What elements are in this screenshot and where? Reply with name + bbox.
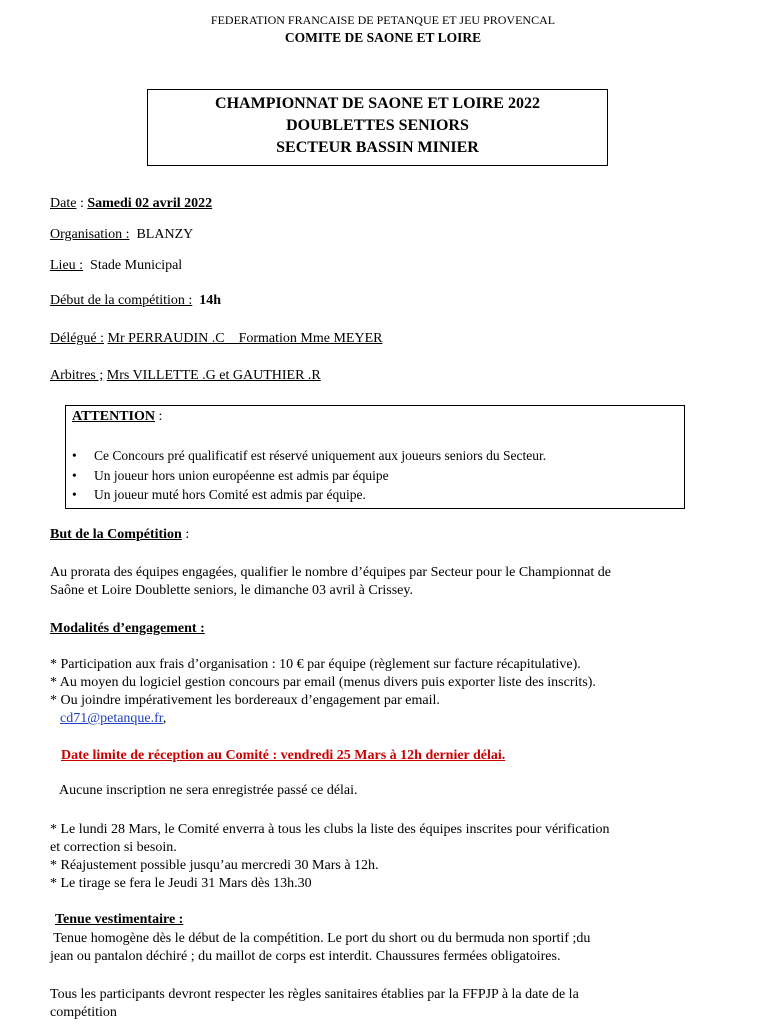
attention-bullet: • Ce Concours pré qualificatif est réservé uniquement aux joueurs seniors du Secteur. xyxy=(72,448,547,463)
list-item: et correction si besoin. xyxy=(50,840,177,855)
arbitres-label: Arbitres ; xyxy=(50,368,104,383)
lieu-label: Lieu : xyxy=(50,258,84,273)
delegue-label: Délégué : xyxy=(50,331,105,346)
debut-value: 14h xyxy=(199,293,222,308)
lieu-line xyxy=(50,258,182,274)
delegue-line xyxy=(50,331,382,347)
arbitres-line xyxy=(50,368,321,384)
attention-title-line: ATTENTION : xyxy=(72,409,163,424)
attention-title: ATTENTION xyxy=(72,409,155,424)
sanitaire-text: Tous les participants devront respecter les règles sanitaires établies par la FFPJP à la date de la compétition xyxy=(50,987,579,1020)
title-line-2: DOUBLETTES SENIORS xyxy=(286,117,469,134)
email-link[interactable]: cd71@petanque.fr xyxy=(60,711,163,726)
tenue-heading-line xyxy=(55,912,183,928)
bullet-icon: • xyxy=(72,448,77,463)
bullet-icon: • xyxy=(72,487,77,502)
list-item: * Réajustement possible jusqu’au mercredi 30 Mars à 12h. xyxy=(50,858,379,873)
list-item: * Le lundi 28 Mars, le Comité enverra à tous les clubs la liste des équipes inscrites pour vérification xyxy=(50,822,610,837)
federation-header: FEDERATION FRANCAISE DE PETANQUE ET JEU PROVENCAL xyxy=(210,13,556,27)
title-line-1: CHAMPIONNAT DE SAONE ET LOIRE 2022 xyxy=(215,95,540,112)
title-box xyxy=(147,89,608,166)
arbitres-value: Mrs VILLETTE .G et GAUTHIER .R xyxy=(106,368,321,383)
title-line-3: SECTEUR BASSIN MINIER xyxy=(276,139,479,156)
but-heading-line: But de la Compétition : xyxy=(50,527,190,542)
attention-box xyxy=(65,405,685,509)
comite-header: COMITE DE SAONE ET LOIRE xyxy=(284,30,482,45)
date-line: Date : Samedi 02 avril 2022 xyxy=(50,196,213,211)
modalites-heading-line xyxy=(50,621,205,637)
modalites-list xyxy=(50,656,730,728)
lieu-value: Stade Municipal xyxy=(90,258,183,273)
list-item: * Au moyen du logiciel gestion concours par email (menus divers puis exporter liste des inscrits). xyxy=(50,675,596,690)
list-item: * Ou joindre impérativement les bordereaux d’engagement par email. xyxy=(50,693,440,708)
organisation-label: Organisation : xyxy=(50,227,130,242)
attention-bullet: • Un joueur muté hors Comité est admis par équipe. xyxy=(72,487,366,502)
deadline-text: Date limite de réception au Comité : vendredi 25 Mars à 12h dernier délai. xyxy=(61,748,506,763)
modalites-heading: Modalités d’engagement : xyxy=(50,621,205,636)
no-inscription-text: Aucune inscription ne sera enregistrée passé ce délai. xyxy=(59,783,358,798)
delegue-value: Mr PERRAUDIN .C Formation Mme MEYER xyxy=(107,331,383,346)
organisation-line xyxy=(50,227,193,243)
organisation-value: BLANZY xyxy=(136,227,194,242)
but-heading: But de la Compétition xyxy=(50,527,182,542)
attention-bullet: • Un joueur hors union européenne est admis par équipe xyxy=(72,468,389,483)
tenue-heading: Tenue vestimentaire : xyxy=(55,912,184,927)
notes-list xyxy=(50,821,730,893)
bullet-icon: • xyxy=(72,468,77,483)
email-line: cd71@petanque.fr, xyxy=(60,711,167,726)
date-label: Date xyxy=(50,196,77,211)
deadline-line xyxy=(61,748,505,764)
debut-line xyxy=(50,293,221,309)
list-item: * Le tirage se fera le Jeudi 31 Mars dès 13h.30 xyxy=(50,876,312,891)
list-item: * Participation aux frais d’organisation : 10 € par équipe (règlement sur facture récapitulative). xyxy=(50,657,581,672)
but-text: Au prorata des équipes engagées, qualifier le nombre d’équipes par Secteur pour le Championnat de Saône et Loire Doublette seniors, le dimanche 03 avril à Crissey. xyxy=(50,565,611,598)
date-value: Samedi 02 avril 2022 xyxy=(87,196,213,211)
debut-label: Début de la compétition : xyxy=(50,293,193,308)
tenue-text: Tenue homogène dès le début de la compétition. Le port du short ou du bermuda non sportif ;du jean ou pantalon déchiré ; du maillot de corps est interdit. Chaussures fermées obligatoires. xyxy=(50,931,591,964)
